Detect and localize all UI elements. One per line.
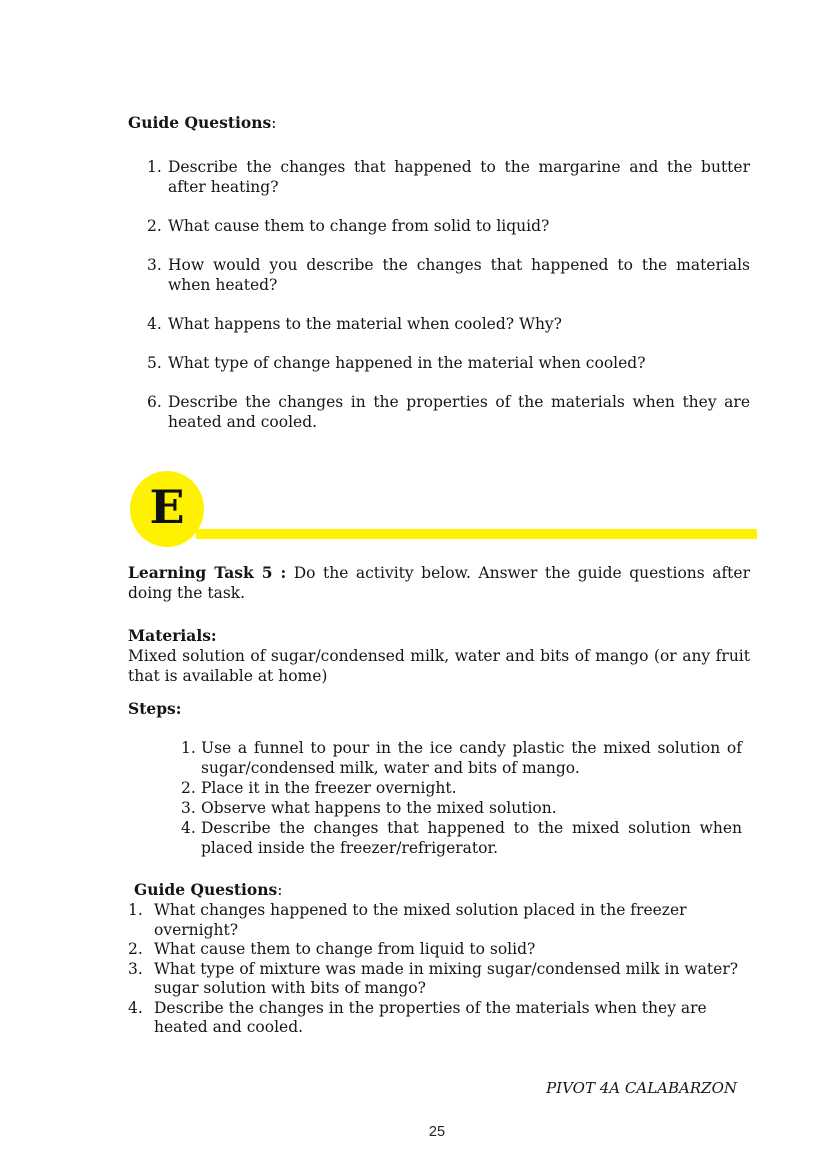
question-item xyxy=(128,960,750,999)
section-e-divider xyxy=(128,471,750,547)
list-number: 1. xyxy=(147,158,162,176)
question-text: Describe the changes that happened to the margarine and the butter after heating? xyxy=(168,158,750,196)
question-text: What type of change happened in the material when cooled? xyxy=(168,354,646,372)
question-text: What cause them to change from liquid to solid? xyxy=(154,940,536,958)
list-number: 2. xyxy=(128,940,143,958)
question-text: Describe the changes in the properties of the materials when they are heated and cooled. xyxy=(168,393,750,431)
step-text: Describe the changes that happened to the mixed solution when placed inside the freezer/refrigerator. xyxy=(201,819,742,857)
question-text: Describe the changes in the properties of the materials when they are heated and cooled. xyxy=(154,998,707,1036)
step-item xyxy=(181,778,742,798)
question-item xyxy=(147,314,750,334)
steps-list xyxy=(181,738,742,858)
question-text: What happens to the material when cooled? Why? xyxy=(168,315,562,333)
section-letter-e: E xyxy=(149,480,185,534)
materials-heading: Materials: xyxy=(128,626,217,645)
materials-text: Mixed solution of sugar/condensed milk, water and bits of mango (or any fruit that is available at home) xyxy=(128,647,750,685)
list-number: 2. xyxy=(181,779,196,797)
question-text: How would you describe the changes that happened to the materials when heated? xyxy=(168,256,750,294)
page-content xyxy=(128,112,750,1038)
guide-questions-1-heading-colon: : xyxy=(271,114,277,132)
yellow-divider-line xyxy=(196,529,757,539)
step-text: Observe what happens to the mixed solution. xyxy=(201,799,557,817)
guide-questions-1-heading-text: Guide Questions xyxy=(128,113,272,132)
page-number: 25 xyxy=(428,1124,446,1140)
learning-task-label: Learning Task 5 : xyxy=(128,563,287,582)
learning-task-text: Do the activity below. Answer the guide questions after doing the task. xyxy=(128,564,750,602)
question-item xyxy=(147,216,750,236)
list-number: 6. xyxy=(147,393,162,411)
steps-heading: Steps: xyxy=(128,699,182,718)
list-number: 3. xyxy=(181,799,196,817)
list-number: 4. xyxy=(181,819,196,837)
step-text: Place it in the freezer overnight. xyxy=(201,779,457,797)
guide-questions-2-list xyxy=(128,901,750,1038)
question-item xyxy=(147,392,750,432)
question-text: What cause them to change from solid to liquid? xyxy=(168,217,550,235)
learning-task-paragraph xyxy=(128,563,750,603)
question-item xyxy=(128,901,750,940)
guide-questions-2-heading-colon: : xyxy=(277,881,283,899)
step-item xyxy=(181,818,742,858)
list-number: 1. xyxy=(181,739,196,757)
list-number: 5. xyxy=(147,354,162,372)
list-number: 4. xyxy=(147,315,162,333)
guide-questions-2-heading-text: Guide Questions xyxy=(134,880,278,899)
question-item xyxy=(128,999,750,1038)
question-item xyxy=(147,157,750,197)
step-text: Use a funnel to pour in the ice candy plastic the mixed solution of sugar/condensed milk, water and bits of mango. xyxy=(201,739,742,777)
question-item xyxy=(147,255,750,295)
step-item xyxy=(181,798,742,818)
section-letter-badge xyxy=(130,471,204,547)
list-number: 1. xyxy=(128,901,143,919)
list-number: 3. xyxy=(147,256,162,274)
list-number: 2. xyxy=(147,217,162,235)
step-item xyxy=(181,738,742,778)
question-text: What changes happened to the mixed solution placed in the freezer overnight? xyxy=(154,901,687,939)
list-number: 3. xyxy=(128,959,143,978)
footer-brand: PIVOT 4A CALABARZON xyxy=(546,1079,737,1097)
list-number: 4. xyxy=(128,998,143,1017)
guide-questions-1-heading xyxy=(128,112,750,134)
question-item xyxy=(147,353,750,373)
question-text: What type of mixture was made in mixing sugar/condensed milk in water? sugar solution with bits of mango? xyxy=(154,959,739,997)
question-item xyxy=(128,940,750,960)
guide-questions-1-list xyxy=(147,157,750,432)
guide-questions-2-heading xyxy=(134,879,750,901)
